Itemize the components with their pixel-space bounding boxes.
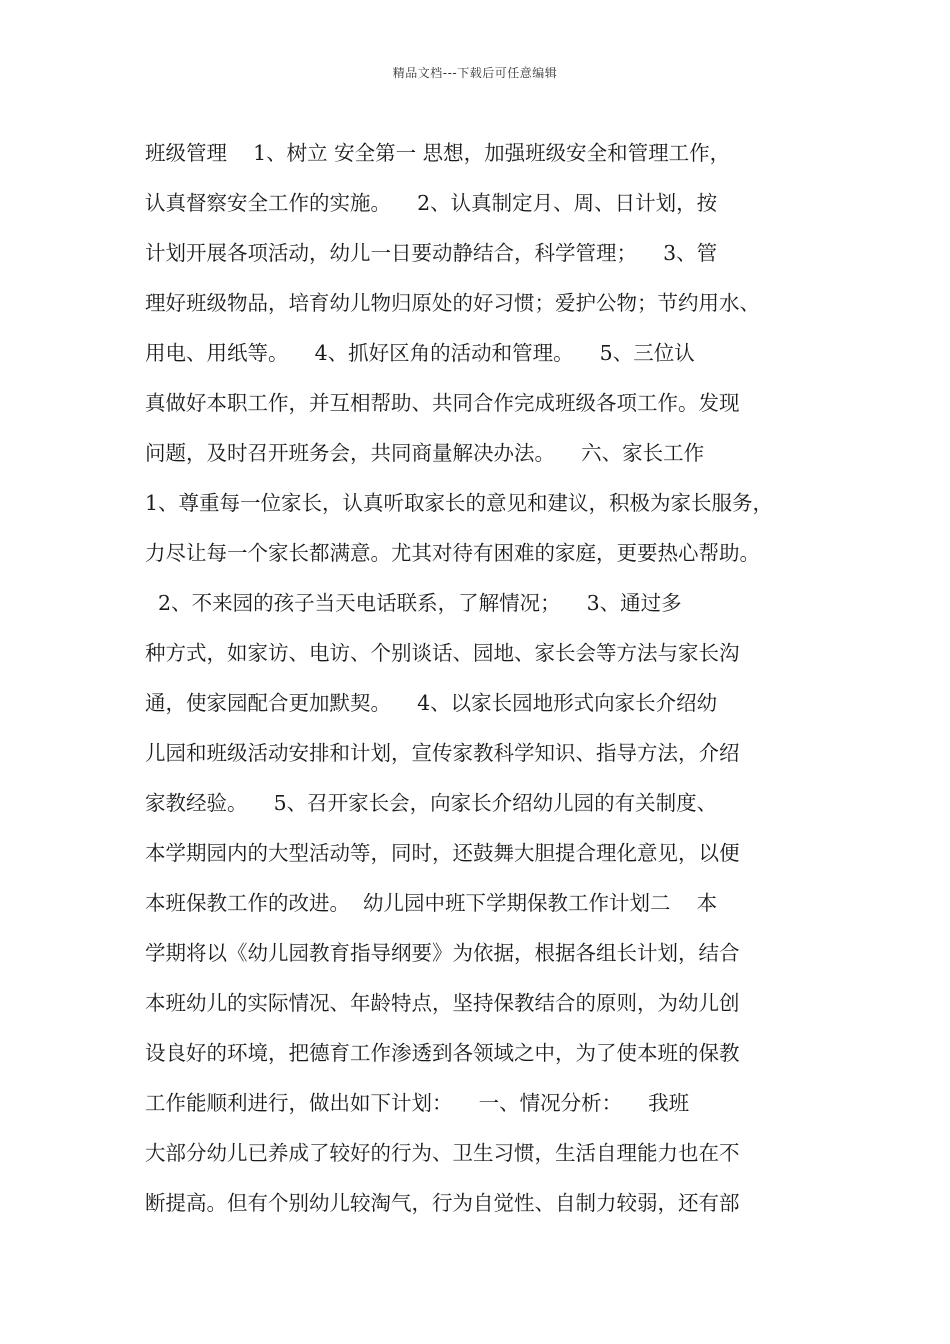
text-line: 用电、用纸等。 4、抓好区角的活动和管理。 5、三位认 [145, 341, 695, 365]
page-header: 精品文档---下载后可任意编辑 [392, 66, 558, 80]
text-line: 本学期园内的大型活动等，同时，还鼓舞大胆提合理化意见，以便 [145, 841, 740, 865]
text-line: 儿园和班级活动安排和计划，宣传家教科学知识、指导方法，介绍 [145, 741, 740, 765]
text-line: 大部分幼儿已养成了较好的行为、卫生习惯，生活自理能力也在不 [145, 1141, 740, 1165]
text-line: 计划开展各项活动，幼儿一日要动静结合，科学管理； 3、管 [145, 241, 718, 265]
text-line: 认真督察安全工作的实施。 2、认真制定月、周、日计划，按 [145, 191, 718, 215]
text-line: 本班幼儿的实际情况、年龄特点，坚持保教结合的原则，为幼儿创 [145, 991, 740, 1015]
text-line: 学期将以《幼儿园教育指导纲要》为依据，根据各组长计划，结合 [145, 941, 740, 965]
text-line: 理好班级物品，培育幼儿物归原处的好习惯；爱护公物；节约用水、 [145, 291, 760, 315]
text-line: 本班保教工作的改进。 幼儿园中班下学期保教工作计划二 本 [145, 891, 718, 915]
text-line: 2、不来园的孩子当天电话联系，了解情况； 3、通过多 [145, 591, 682, 615]
text-line: 家教经验。 5、召开家长会，向家长介绍幼儿园的有关制度、 [145, 791, 718, 815]
text-line: 真做好本职工作，并互相帮助、共同合作完成班级各项工作。发现 [145, 391, 740, 415]
text-line: 班级管理 1、树立 安全第一 思想，加强班级安全和管理工作， [145, 141, 731, 165]
text-line: 力尽让每一个家长都满意。尤其对待有困难的家庭，更要热心帮助。 [145, 541, 760, 565]
text-line: 断提高。但有个别幼儿较淘气，行为自觉性、自制力较弱，还有部 [145, 1191, 740, 1215]
text-line: 设良好的环境，把德育工作渗透到各领域之中，为了使本班的保教 [145, 1041, 740, 1065]
text-line: 通，使家园配合更加默契。 4、以家长园地形式向家长介绍幼 [145, 691, 718, 715]
document-body [145, 128, 815, 1228]
text-line: 种方式，如家访、电访、个别谈话、园地、家长会等方法与家长沟 [145, 641, 740, 665]
text-line: 问题，及时召开班务会，共同商量解决办法。 六、家长工作 [145, 441, 705, 465]
text-line: 工作能顺利进行，做出如下计划： 一、情况分析： 我班 [145, 1091, 690, 1115]
text-line: 1、尊重每一位家长，认真听取家长的意见和建议，积极为家长服务， [145, 491, 774, 515]
